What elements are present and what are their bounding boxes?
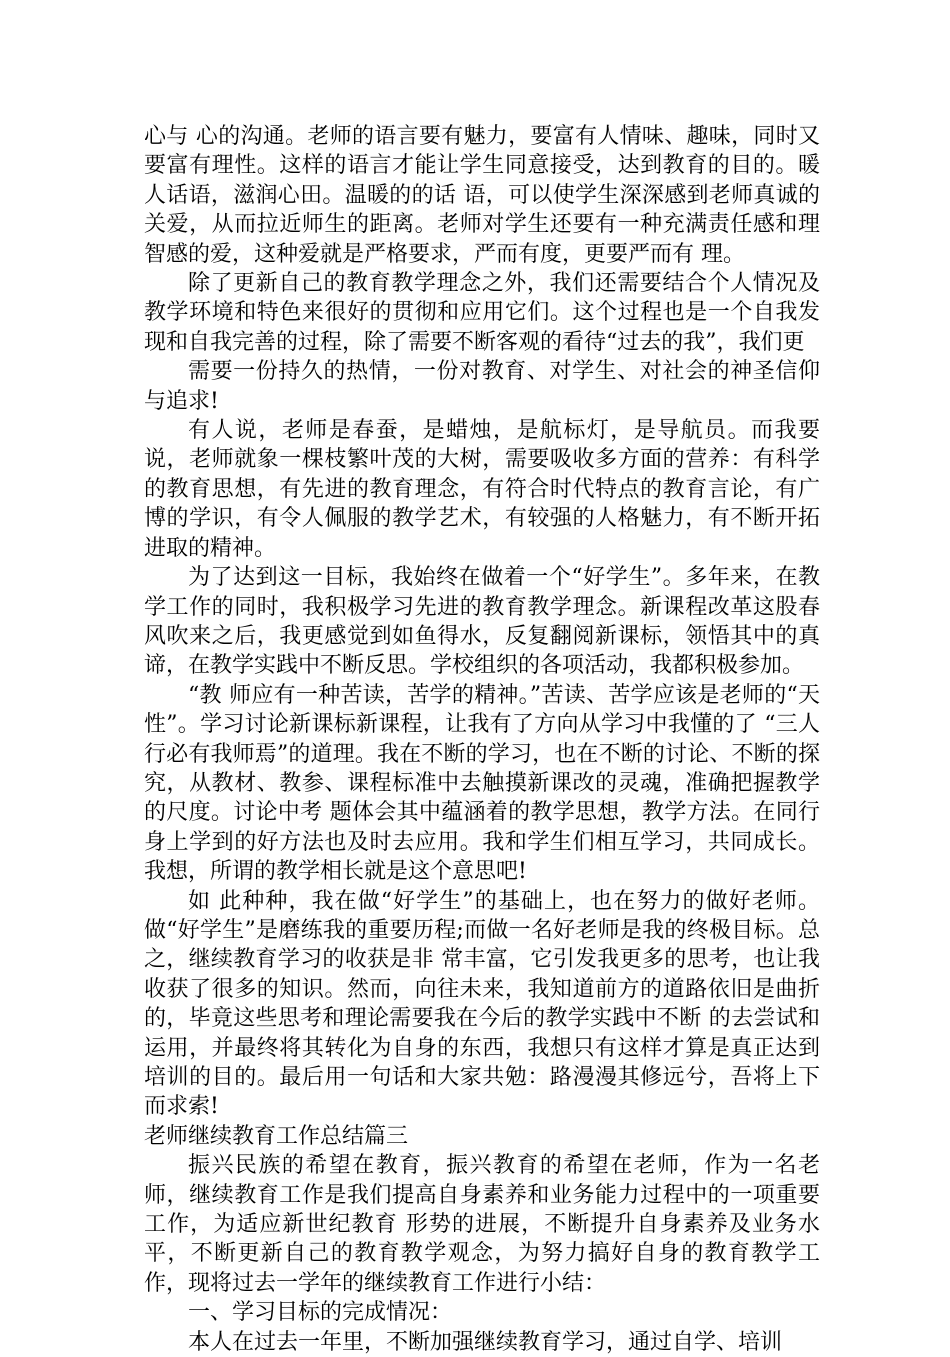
section-heading: 老师继续教育工作总结篇三 (144, 1123, 409, 1149)
paragraph: 心与 心的沟通。老师的语言要有魅力，要富有人情味、趣味，同时又要富有理性。这样的语言才能让学生同意接受，达到教育的目的。暖人话语，滋润心田。温暖的的话 语，可以使学生深深感到老师真诚的关爱，从而拉近师生的距离。老师对学生还要有一种充满责任感和理智感的爱，这种爱就是严格要求，严而有度，更要严而有 理。 (144, 124, 820, 267)
paragraph: 本人在过去一年里，不断加强继续教育学习，通过自学、培训 (188, 1329, 783, 1355)
document-body (144, 122, 820, 1357)
paragraph: 振兴民族的希望在教育，振兴教育的希望在老师，作为一名老师，继续教育工作是我们提高自身素养和业务能力过程中的一项重要工作，为适应新世纪教育 形势的进展，不断提升自身素养及业务水平，不断更新自己的教育教学观念，为努力搞好自身的教育教学工作，现将过去一学年的继续教育工作进行小结： (144, 1153, 820, 1296)
paragraph: 如 此种种，我在做“好学生”的基础上，也在努力的做好老师。做“好学生”是磨练我的重要历程;而做一名好老师是我的终极目标。总之，继续教育学习的收获是非 常丰富，它引发我更多的思考，也让我收获了很多的知识。然而，向往未来，我知道前方的道路依旧是曲折的，毕竟这些思考和理论需要我在今后的教学实践中不断 的去尝试和运用，并最终将其转化为自身的东西，我想只有这样才算是真正达到培训的目的。最后用一句话和大家共勉：路漫漫其修远兮，吾将上下而求索! (144, 888, 820, 1120)
paragraph: 为了达到这一目标，我始终在做着一个“好学生”。多年来，在教学工作的同时，我积极学习先进的教育教学理念。新课程改革这股春风吹来之后，我更感觉到如鱼得水，反复翻阅新课标，领悟其中的真谛，在教学实践中不断反思。学校组织的各项活动，我都积极参加。 (144, 565, 820, 679)
subsection-heading: 一、学习目标的完成情况： (188, 1300, 453, 1326)
paragraph: 需要一份持久的热情，一份对教育、对学生、对社会的神圣信仰与追求! (144, 359, 820, 414)
paragraph: 除了更新自己的教育教学理念之外，我们还需要结合个人情况及教学环境和特色来很好的贯彻和应用它们。这个过程也是一个自我发现和自我完善的过程，除了需要不断客观的看待“过去的我”，我们更 (144, 271, 820, 355)
paragraph: 有人说，老师是春蚕，是蜡烛，是航标灯，是导航员。而我要说，老师就象一棵枝繁叶茂的大树，需要吸收多方面的营养：有科学的教育思想，有先进的教育理念，有符合时代特点的教育言论，有广博的学识，有令人佩服的教学艺术，有较强的人格魅力，有不断开拓进取的精神。 (144, 418, 820, 561)
paragraph: “教 师应有一种苦读，苦学的精神。”苦读、苦学应该是老师的“天性”。学习讨论新课标新课程，让我有了方向从学习中我懂的了 “三人行必有我师焉”的道理。我在不断的学习，也在不断的讨论、不断的探究，从教材、教参、课程标准中去触摸新课改的灵魂，准确把握教学的尺度。讨论中考 题体会其中蕴涵着的教学思想，教学方法。在同行身上学到的好方法也及时去应用。我和学生们相互学习，共同成长。我想，所谓的教学相长就是这个意思吧! (144, 682, 820, 885)
